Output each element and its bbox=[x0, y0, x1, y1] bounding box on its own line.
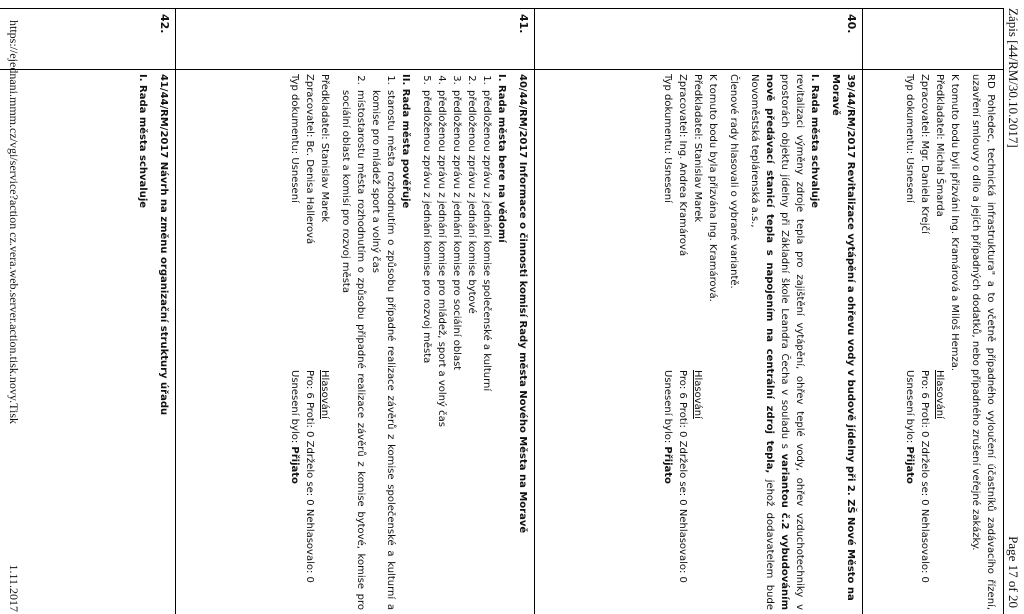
item-title: 40/44/RM/2017 Informace o činnosti komisí Rady města Nového Města na Moravě bbox=[517, 74, 528, 534]
item-meta-row-1 bbox=[690, 74, 705, 610]
table-left-border bbox=[0, 8, 1004, 9]
continued-result: Usnesení bylo: Přijato bbox=[904, 370, 915, 484]
agenda-item-40 bbox=[660, 74, 858, 610]
item-section-heading: II. Rada města pověřuje bbox=[400, 74, 411, 209]
item-number: 40. bbox=[845, 14, 858, 34]
item-number: 42. bbox=[158, 14, 171, 34]
item-votes: Pro: 6 Proti: 0 Zdrželo se: 0 Nehlasovalo: 0 bbox=[677, 370, 688, 583]
table-top-border bbox=[1003, 8, 1004, 614]
list-item: 3. předloženou zprávu z jednání komise pro sociální oblast bbox=[449, 88, 464, 610]
item-section-heading: I. Rada města schvaluje bbox=[137, 74, 148, 209]
continued-item bbox=[902, 74, 998, 610]
continued-presenter: Předkladatel: Michal Šmarda bbox=[934, 74, 945, 217]
continued-meta-row-1 bbox=[932, 74, 947, 610]
list-item: 2. předloženou zprávu z jednání komise bytové bbox=[464, 88, 479, 610]
item-result: Usnesení bylo: Přijato bbox=[662, 370, 673, 484]
list-item: 4. předloženou zprávu z jednání komise pro mládež, sport a volný čas bbox=[434, 88, 449, 610]
item-title: 39/44/RM/2017 Revitalizace vytápění a ohřevu vody v budově jídelny při 2. ZŠ Nové Město na Moravě bbox=[830, 74, 856, 601]
item-meta-row-1 bbox=[317, 74, 332, 610]
list-item: 1. předloženou zprávu z jednání komise společenské a kulturní bbox=[479, 88, 494, 610]
item-attendees: K tomuto bodu byla přizvána Ing. Kramárová. bbox=[707, 74, 718, 302]
item-note: Členové rady hlasovali o vybrané variantě. bbox=[728, 74, 739, 289]
agenda-item-42 bbox=[135, 74, 171, 610]
item-list-authorized bbox=[338, 74, 398, 610]
item-meta-row-2 bbox=[302, 74, 317, 610]
footer-date: 1.11.2017 bbox=[7, 564, 21, 612]
footer-url: https://ejednani.mmm.cz/vgi/service?action cz.vera.web.server.action.tisk.novy.Tisk bbox=[7, 20, 21, 425]
item-section-heading: I. Rada města bere na vědomí bbox=[496, 74, 507, 243]
agenda-item-41 bbox=[287, 74, 530, 610]
item-votes: Pro: 6 Proti: 0 Zdrželo se: 0 Nehlasovalo: 0 bbox=[304, 370, 315, 583]
item-processor: Zpracovatel: Ing. Andrea Kramárová bbox=[677, 74, 688, 257]
item-presenter: Předkladatel: Stanislav Marek bbox=[319, 74, 330, 223]
page-header bbox=[1004, 8, 1022, 608]
continued-attendees: K tomuto bodu byli přizváni Ing. Kramárová a Miloš Hemza. bbox=[949, 74, 960, 372]
number-column-divider bbox=[0, 69, 1004, 70]
row-divider bbox=[534, 8, 535, 614]
item-title: 41/44/RM/2017 Návrh na změnu organizační struktury úřadu bbox=[158, 74, 169, 416]
continued-paragraph: RD Pohledec, technická infrastruktura" a to včetně případného vyloučení účastníků zadávacího řízení, uzavření smlouvy o dílo a jejích případných dodatků, nebo případného zrušení veřejné zakázky. bbox=[970, 74, 996, 610]
item-meta-row-3 bbox=[287, 74, 302, 610]
list-item: 5. předloženou zprávu z jednání komise pro rozvoj města bbox=[419, 88, 434, 610]
continued-doc-type: Typ dokumentu: Usnesení bbox=[904, 74, 915, 203]
item-meta-row-3 bbox=[660, 74, 675, 610]
item-doc-type: Typ dokumentu: Usnesení bbox=[662, 74, 673, 203]
list-item: 1. starostu města rozhodnutím o způsobu případné realizace závěrů z komise společenské a kulturní a komise pro mládež sport a volný čas bbox=[368, 88, 398, 610]
item-vote-heading: Hlasování bbox=[692, 370, 703, 419]
page-footer bbox=[3, 20, 21, 612]
item-result: Usnesení bylo: Přijato bbox=[289, 370, 300, 484]
row-divider bbox=[175, 8, 176, 614]
item-vote-heading: Hlasování bbox=[319, 370, 330, 419]
continued-vote-heading: Hlasování bbox=[934, 370, 945, 419]
continued-processor: Zpracovatel: Mgr. Daniela Krejčí bbox=[919, 74, 930, 234]
continued-meta-row-3 bbox=[902, 74, 917, 610]
item-list-acknowledged bbox=[419, 74, 494, 610]
header-record-id: Zápis [44/RM/30.10.2017] bbox=[1006, 8, 1021, 148]
item-doc-type: Typ dokumentu: Usnesení bbox=[289, 74, 300, 203]
list-item: 2. místostarostu města rozhodnutím o způsobu případné realizace závěrů z komise bytové, komise pro sociální oblast a komisí pro rozvoj města bbox=[338, 88, 368, 610]
row-divider bbox=[862, 8, 863, 614]
item-presenter: Předkladatel: Stanislav Marek bbox=[692, 74, 703, 223]
continued-votes: Pro: 6 Proti: 0 Zdrželo se: 0 Nehlasovalo: 0 bbox=[919, 370, 930, 583]
continued-meta-row-2 bbox=[917, 74, 932, 610]
item-meta-row-2 bbox=[675, 74, 690, 610]
item-number: 41. bbox=[517, 14, 530, 34]
item-processor: Zpracovatel: Bc. Denisa Hallerová bbox=[304, 74, 315, 245]
item-section-heading: I. Rada města schvaluje bbox=[809, 74, 820, 209]
item-resolution-text: revitalizaci výměny zdroje tepla pro zajištění vytápění, ohřev teplé vody, ohřev vzduchotechniky v prostorách objektu jídelny při Základní škole Leandra Čecha v souladu s variantou č.2 vybudováním nově předávací stanicí tepla s napojením na centrální zdroj tepla, jehož dodavatelem bude Novoměstská teplárenská a.s., bbox=[749, 74, 805, 610]
header-page-number: Page 17 of 20 bbox=[1006, 536, 1021, 608]
